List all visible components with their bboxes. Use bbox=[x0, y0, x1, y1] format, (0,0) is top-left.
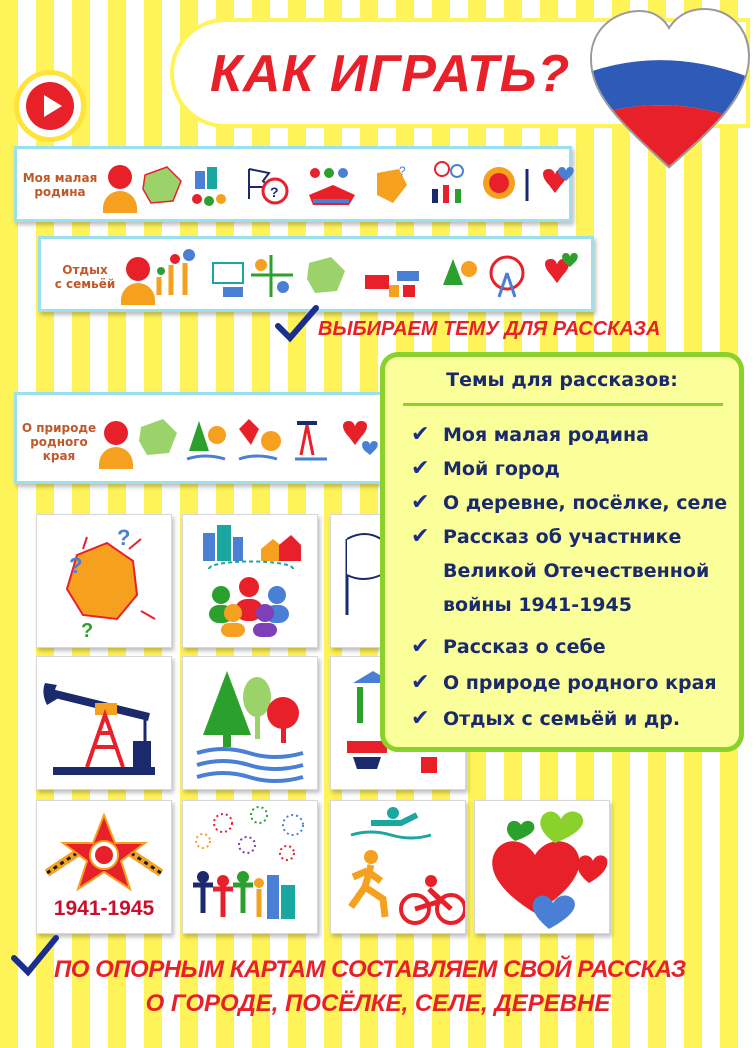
divider bbox=[403, 403, 723, 406]
choose-topic-instruction: ВЫБИРАЕМ ТЕМУ ДЛЯ РАССКАЗА bbox=[318, 318, 661, 340]
card-city-people[interactable] bbox=[182, 514, 318, 648]
checkmark-icon: ✔ bbox=[411, 490, 430, 515]
card-war-order[interactable] bbox=[36, 800, 172, 934]
checkmark-icon: ✔ bbox=[411, 670, 430, 695]
strip-label: Моя малая родина bbox=[22, 171, 98, 199]
city-people-icon bbox=[183, 515, 317, 647]
topics-panel bbox=[380, 352, 744, 752]
topic-strip-nature[interactable] bbox=[14, 392, 386, 484]
checkmark-icon: ✔ bbox=[411, 422, 430, 447]
svg-text:?: ? bbox=[270, 184, 279, 200]
page-title: КАК ИГРАТЬ? bbox=[210, 45, 571, 103]
checkmark-icon bbox=[10, 934, 60, 978]
trees-river-icon bbox=[183, 657, 317, 789]
checkmark-icon: ✔ bbox=[411, 524, 430, 549]
card-oil-pump[interactable] bbox=[36, 656, 172, 790]
person-icon bbox=[121, 257, 155, 305]
strip-label: О природе родного края bbox=[21, 421, 97, 463]
topic-item[interactable]: ✔ Моя малая родина bbox=[411, 422, 649, 447]
topic-item[interactable]: ✔ О деревне, посёлке, селе bbox=[411, 490, 728, 515]
topic-item[interactable]: ✔ Рассказ об участнике Великой Отечественной войны 1941-1945 bbox=[411, 524, 710, 616]
checkmark-icon: ✔ bbox=[411, 456, 430, 481]
russian-flag-heart-icon bbox=[584, 4, 754, 174]
card-hearts[interactable] bbox=[474, 800, 610, 934]
svg-text:?: ? bbox=[399, 164, 406, 178]
checkmark-icon: ✔ bbox=[411, 706, 430, 731]
strip-label: Отдых с семьёй bbox=[54, 263, 116, 291]
war-years-label: 1941-1945 bbox=[53, 897, 155, 920]
card-city-celebration[interactable] bbox=[182, 800, 318, 934]
person-icon bbox=[99, 421, 133, 469]
topics-title: Темы для рассказов: bbox=[446, 369, 678, 391]
oil-pump-icon bbox=[37, 657, 171, 789]
svg-text:?: ? bbox=[69, 553, 83, 578]
footer-instruction-line1: ПО ОПОРНЫМ КАРТАМ СОСТАВЛЯЕМ СВОЙ РАССКАЗ bbox=[54, 956, 686, 983]
topic-item[interactable]: ✔ Мой город bbox=[411, 456, 560, 481]
svg-text:?: ? bbox=[117, 525, 131, 550]
footer-instruction-line2: О ГОРОДЕ, ПОСЁЛКЕ, СЕЛЕ, ДЕРЕВНЕ bbox=[145, 990, 611, 1017]
card-nature[interactable] bbox=[182, 656, 318, 790]
svg-text:?: ? bbox=[81, 620, 94, 642]
card-map-region[interactable] bbox=[36, 514, 172, 648]
topic-strip-home[interactable] bbox=[14, 146, 572, 222]
topic-item[interactable]: ✔ Отдых с семьёй и др. bbox=[411, 706, 681, 731]
play-icon bbox=[26, 82, 74, 130]
card-sport[interactable] bbox=[330, 800, 466, 934]
map-question-icon bbox=[37, 515, 171, 647]
fireworks-people-icon bbox=[183, 801, 317, 933]
person-icon bbox=[103, 165, 137, 213]
play-button[interactable] bbox=[14, 70, 86, 142]
strip-icons bbox=[135, 405, 385, 475]
hearts-icon bbox=[475, 801, 609, 933]
checkmark-icon: ✔ bbox=[411, 634, 430, 659]
strip-icons bbox=[153, 245, 593, 307]
topic-strip-family[interactable] bbox=[38, 236, 594, 312]
checkmark-icon bbox=[274, 304, 320, 344]
strip-icons bbox=[137, 155, 577, 217]
topic-item[interactable]: ✔ Рассказ о себе bbox=[411, 634, 606, 659]
sport-icon bbox=[331, 801, 465, 933]
topic-item[interactable]: ✔ О природе родного края bbox=[411, 670, 717, 695]
